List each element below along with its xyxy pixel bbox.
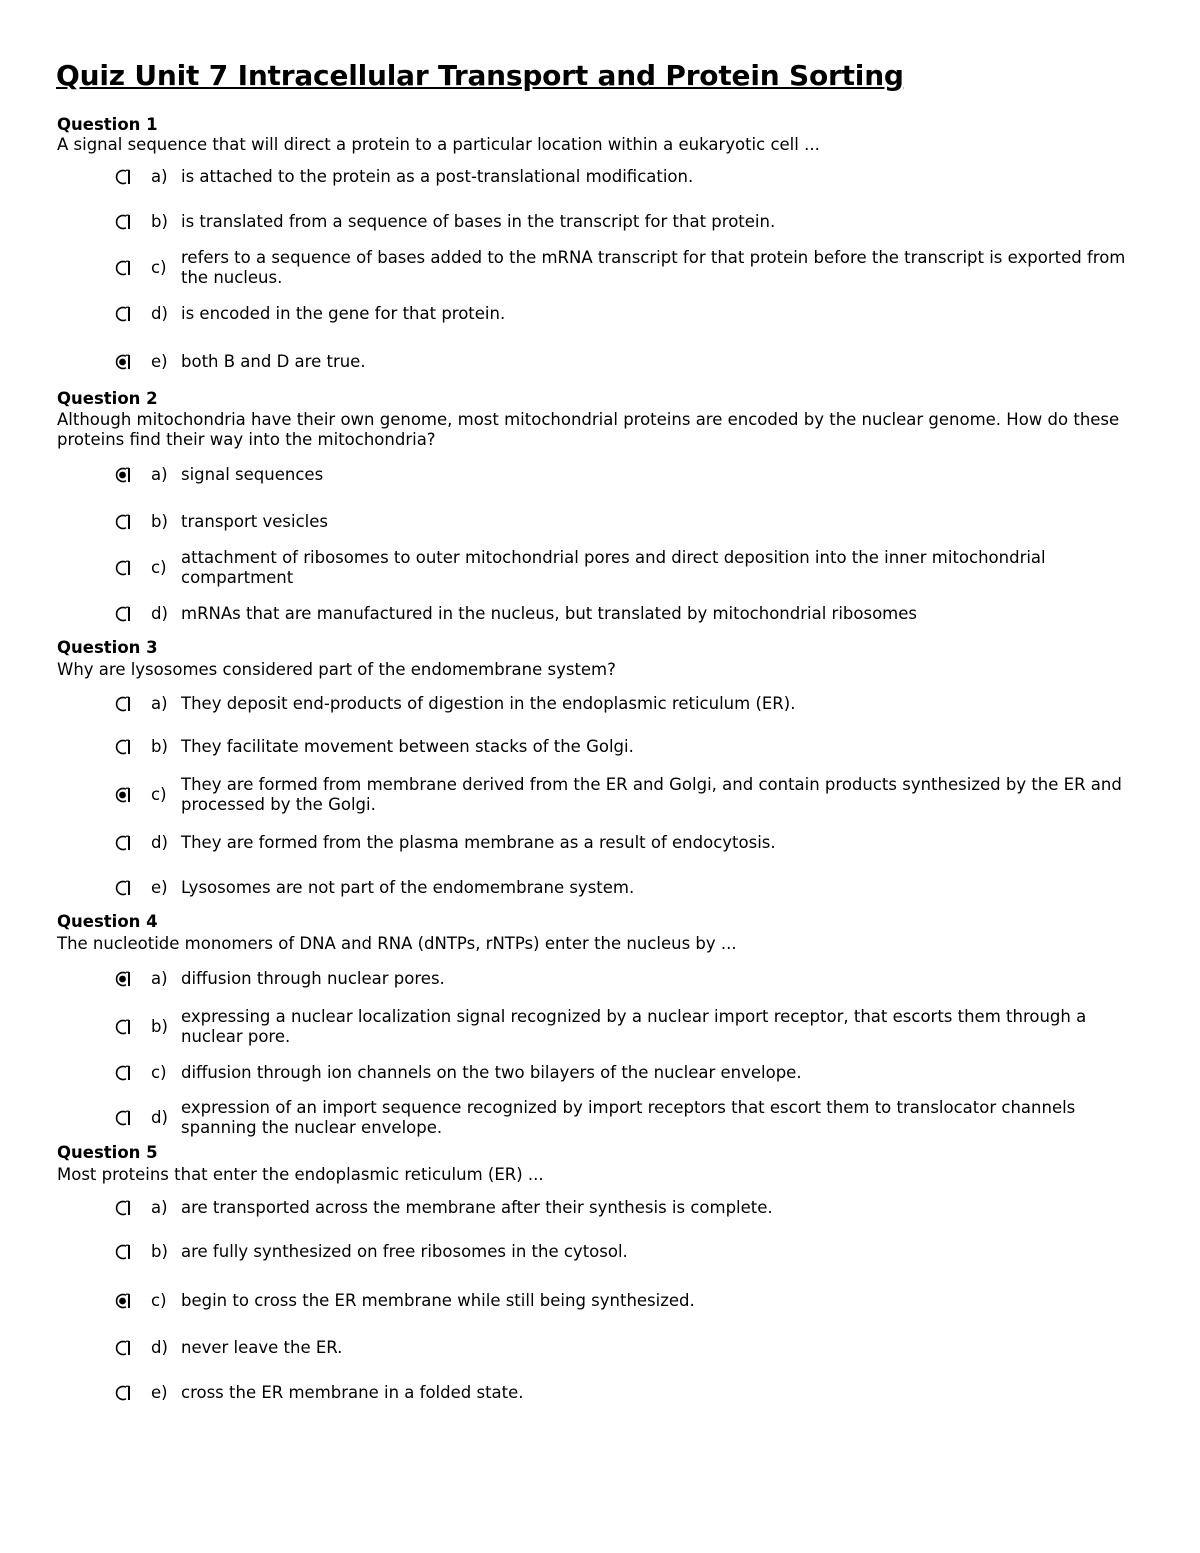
question-1-option-c[interactable]	[113, 248, 1153, 288]
option-text: cross the ER membrane in a folded state.	[181, 1383, 524, 1402]
question-4-heading: Question 4	[57, 912, 158, 931]
radio-selected-icon[interactable]	[113, 465, 133, 485]
option-text: are transported across the membrane after their synthesis is complete.	[181, 1198, 773, 1217]
option-letter: a)	[151, 1198, 168, 1217]
option-letter: b)	[151, 1242, 168, 1261]
question-2-option-a[interactable]	[113, 465, 1153, 485]
option-text: are fully synthesized on free ribosomes in the cytosol.	[181, 1242, 628, 1261]
option-text: diffusion through nuclear pores.	[181, 969, 445, 988]
option-letter: b)	[151, 737, 168, 756]
option-letter: c)	[151, 1063, 167, 1082]
option-text: is encoded in the gene for that protein.	[181, 304, 506, 323]
question-2-option-d[interactable]	[113, 604, 1153, 624]
radio-unselected-icon[interactable]	[113, 258, 133, 278]
option-letter: d)	[151, 304, 168, 323]
radio-unselected-icon[interactable]	[113, 1017, 133, 1037]
question-3-option-b[interactable]	[113, 737, 1153, 757]
radio-unselected-icon[interactable]	[113, 604, 133, 624]
option-text: signal sequences	[181, 465, 324, 484]
question-5-heading: Question 5	[57, 1143, 158, 1162]
radio-unselected-icon[interactable]	[113, 833, 133, 853]
question-5-option-b[interactable]	[113, 1242, 1153, 1262]
question-5-option-a[interactable]	[113, 1198, 1153, 1218]
question-4-option-b[interactable]	[113, 1007, 1153, 1047]
option-letter: a)	[151, 969, 168, 988]
option-letter: d)	[151, 833, 168, 852]
radio-unselected-icon[interactable]	[113, 1063, 133, 1083]
radio-unselected-icon[interactable]	[113, 1338, 133, 1358]
question-3-option-a[interactable]	[113, 694, 1153, 714]
question-3-option-c[interactable]	[113, 775, 1153, 815]
question-4-text: The nucleotide monomers of DNA and RNA (dNTPs, rNTPs) enter the nucleus by ...	[57, 934, 737, 953]
option-text: is translated from a sequence of bases in the transcript for that protein.	[181, 212, 776, 231]
question-2-option-c[interactable]	[113, 548, 1153, 588]
option-letter: c)	[151, 558, 167, 577]
option-text: Lysosomes are not part of the endomembrane system.	[181, 878, 635, 897]
question-4-option-c[interactable]	[113, 1063, 1153, 1083]
option-letter: b)	[151, 512, 168, 531]
radio-selected-icon[interactable]	[113, 352, 133, 372]
option-text: expressing a nuclear localization signal recognized by a nuclear import receptor, that escorts them through a nuclear pore.	[181, 1007, 1087, 1046]
option-text: transport vesicles	[181, 512, 328, 531]
radio-unselected-icon[interactable]	[113, 737, 133, 757]
option-letter: b)	[151, 212, 168, 231]
option-letter: a)	[151, 694, 168, 713]
option-letter: e)	[151, 878, 168, 897]
radio-unselected-icon[interactable]	[113, 512, 133, 532]
option-text: expression of an import sequence recognized by import receptors that escort them to translocator channels spanning the nuclear envelope.	[181, 1098, 1076, 1137]
radio-selected-icon[interactable]	[113, 785, 133, 805]
option-text: mRNAs that are manufactured in the nucleus, but translated by mitochondrial ribosomes	[181, 604, 917, 623]
radio-unselected-icon[interactable]	[113, 1242, 133, 1262]
option-letter: c)	[151, 1291, 167, 1310]
radio-selected-icon[interactable]	[113, 1291, 133, 1311]
question-5-text: Most proteins that enter the endoplasmic reticulum (ER) ...	[57, 1165, 544, 1184]
radio-unselected-icon[interactable]	[113, 167, 133, 187]
question-1-heading: Question 1	[57, 115, 158, 134]
question-1-option-e[interactable]	[113, 352, 1153, 372]
option-letter: c)	[151, 258, 167, 277]
radio-unselected-icon[interactable]	[113, 1198, 133, 1218]
option-letter: d)	[151, 1338, 168, 1357]
option-letter: b)	[151, 1017, 168, 1036]
radio-unselected-icon[interactable]	[113, 212, 133, 232]
question-3-text: Why are lysosomes considered part of the endomembrane system?	[57, 660, 616, 679]
option-letter: c)	[151, 785, 167, 804]
question-4-option-a[interactable]	[113, 969, 1153, 989]
option-letter: e)	[151, 1383, 168, 1402]
question-1-option-b[interactable]	[113, 212, 1153, 232]
page-title: Quiz Unit 7 Intracellular Transport and Protein Sorting	[56, 59, 904, 92]
question-2-option-b[interactable]	[113, 512, 1153, 532]
question-5-option-e[interactable]	[113, 1383, 1153, 1403]
question-1-text: A signal sequence that will direct a protein to a particular location within a eukaryotic cell ...	[57, 135, 820, 154]
option-letter: e)	[151, 352, 168, 371]
question-1-option-a[interactable]	[113, 167, 1153, 187]
option-text: diffusion through ion channels on the two bilayers of the nuclear envelope.	[181, 1063, 802, 1082]
option-text: never leave the ER.	[181, 1338, 343, 1357]
option-text: They deposit end-products of digestion in the endoplasmic reticulum (ER).	[181, 694, 796, 713]
radio-unselected-icon[interactable]	[113, 558, 133, 578]
option-text: They are formed from membrane derived from the ER and Golgi, and contain products synthesized by the ER and processed by the Golgi.	[181, 775, 1122, 814]
option-text: They are formed from the plasma membrane as a result of endocytosis.	[181, 833, 776, 852]
option-letter: d)	[151, 604, 168, 623]
question-3-option-e[interactable]	[113, 878, 1153, 898]
option-letter: a)	[151, 465, 168, 484]
radio-unselected-icon[interactable]	[113, 304, 133, 324]
radio-unselected-icon[interactable]	[113, 1383, 133, 1403]
radio-unselected-icon[interactable]	[113, 878, 133, 898]
question-3-option-d[interactable]	[113, 833, 1153, 853]
radio-unselected-icon[interactable]	[113, 1108, 133, 1128]
question-5-option-d[interactable]	[113, 1338, 1153, 1358]
option-text: refers to a sequence of bases added to the mRNA transcript for that protein before the transcript is exported from the nucleus.	[181, 248, 1126, 287]
question-1-option-d[interactable]	[113, 304, 1153, 324]
option-letter: a)	[151, 167, 168, 186]
option-text: is attached to the protein as a post-translational modification.	[181, 167, 694, 186]
question-2-text: Although mitochondria have their own genome, most mitochondrial proteins are encoded by the nuclear genome. How do these proteins find their way into the mitochondria?	[57, 410, 1120, 449]
question-5-option-c[interactable]	[113, 1291, 1153, 1311]
question-3-heading: Question 3	[57, 638, 158, 657]
question-4-option-d[interactable]	[113, 1098, 1153, 1138]
radio-selected-icon[interactable]	[113, 969, 133, 989]
question-2-heading: Question 2	[57, 389, 158, 408]
option-text: both B and D are true.	[181, 352, 366, 371]
radio-unselected-icon[interactable]	[113, 694, 133, 714]
option-text: They facilitate movement between stacks of the Golgi.	[181, 737, 634, 756]
option-text: attachment of ribosomes to outer mitochondrial pores and direct deposition into the inner mitochondrial compartment	[181, 548, 1046, 587]
option-letter: d)	[151, 1108, 168, 1127]
option-text: begin to cross the ER membrane while still being synthesized.	[181, 1291, 695, 1310]
